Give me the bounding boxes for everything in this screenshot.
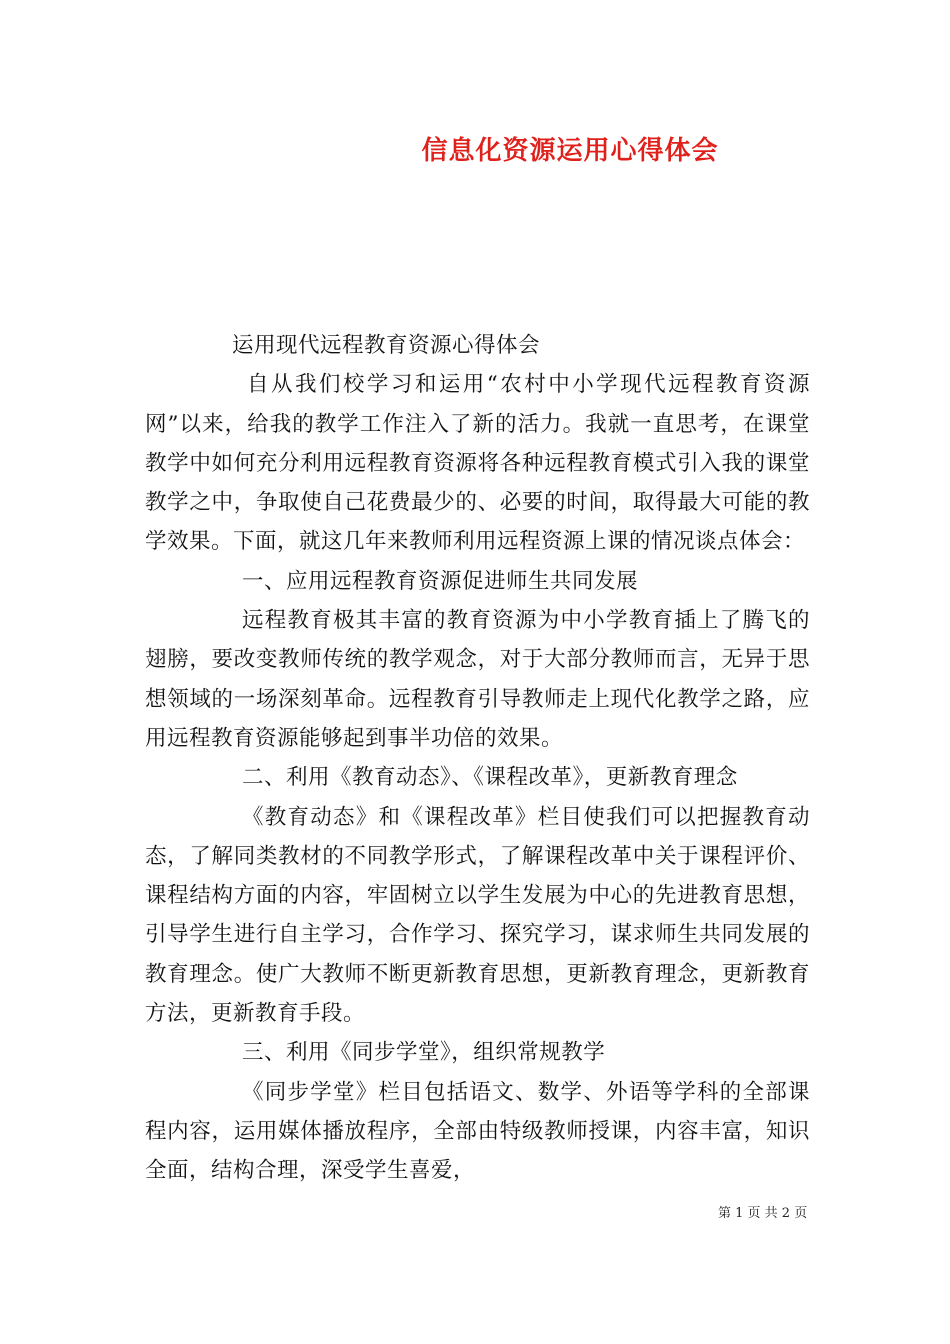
section-heading-3: 三、利用《同步学堂》，组织常规教学 [242,1040,606,1066]
page-footer: 第 1 页 共 2 页 [718,1206,808,1221]
paragraph-intro: 自从我们校学习和运用“农村中小学现代远程教育资源网”以来，给我的教学工作注入了新的活力。我就一直思考，在课堂教学中如何充分利用远程教育资源将各种远程教育模式引入我的课堂教学之中，争取使自己花费最少的、必要的时间，取得最大可能的教学效果。下面，就这几年来教师利用远程资源上课的情况谈点体会： [145,372,810,555]
paragraph-section-1: 远程教育极其丰富的教育资源为中小学教育插上了腾飞的翅膀，要改变教师传统的教学观念，对于大部分教师而言，无异于思想领域的一场深刻革命。远程教育引导教师走上现代化教学之路，应用远程教育资源能够起到事半功倍的效果。 [145,608,810,751]
paragraph-section-2: 《教育动态》和《课程改革》栏目使我们可以把握教育动态，了解同类教材的不同教学形式，了解课程改革中关于课程评价、课程结构方面的内容，牢固树立以学生发展为中心的先进教育思想，引导学生进行自主学习，合作学习、探究学习，谋求师生共同发展的教育理念。使广大教师不断更新教育思想，更新教育理念，更新教育方法，更新教育手段。 [145,804,810,1027]
page-title: 信息化资源运用心得体会 [421,136,719,166]
document-subtitle: 运用现代远程教育资源心得体会 [232,333,541,358]
paragraph-section-3: 《同步学堂》栏目包括语文、数学、外语等学科的全部课程内容，运用媒体播放程序，全部由特级教师授课，内容丰富，知识全面，结构合理，深受学生喜爱， [145,1079,810,1184]
section-heading-1: 一、应用远程教育资源促进师生共同发展 [242,568,639,594]
document-body [145,326,810,1191]
section-heading-2: 二、利用《教育动态》、《课程改革》，更新教育理念 [242,765,738,791]
